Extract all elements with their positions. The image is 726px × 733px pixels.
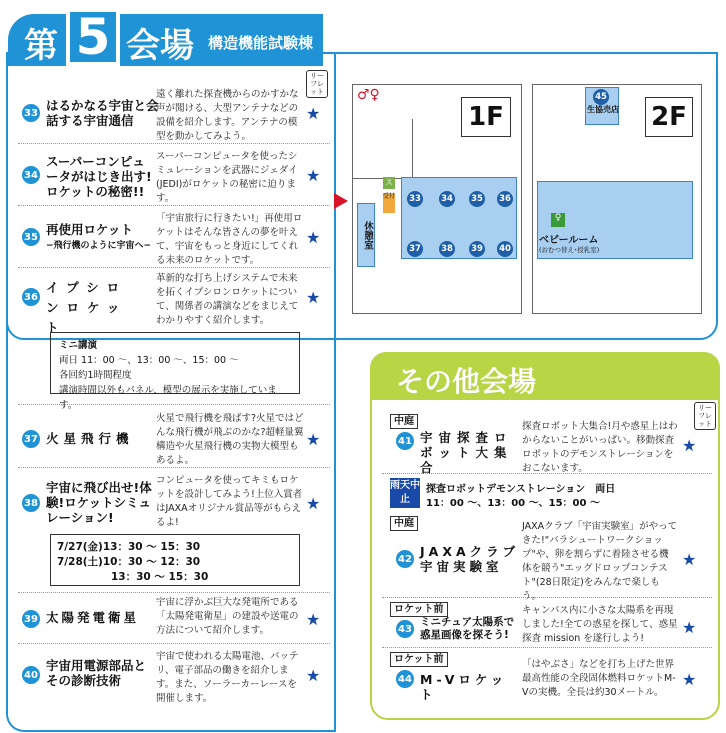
divider <box>18 592 330 593</box>
schedule-day2-second: 13：30 〜 15：30 <box>111 571 209 583</box>
item-number: 38 <box>22 494 40 512</box>
schedule-box <box>50 534 300 586</box>
rain-notice <box>390 478 702 508</box>
item-title: 宇宙探査ロボット大集合 <box>420 430 513 475</box>
item-title: M-Vロケット <box>420 672 508 702</box>
item-title: 宇宙用電源部品とその診断技術 <box>46 658 147 688</box>
booth-38: 38 <box>439 241 455 257</box>
venue-number: 5 <box>66 8 120 66</box>
mini-lecture-box <box>50 332 300 411</box>
item-number: 44 <box>396 670 414 688</box>
booth-34: 34 <box>439 191 455 207</box>
list-item <box>382 414 712 474</box>
list-item <box>18 474 330 532</box>
exit-icon: ス <box>385 178 393 187</box>
item-desc: キャンパス内に小さな太陽系を再現しました!全ての惑星を探して、惑星探査 mission を遂行しよう! <box>522 605 678 644</box>
location-label: 中庭 <box>390 516 418 531</box>
item-title: はるかなる宇宙と会話する宇宙通信 <box>46 98 159 128</box>
floor-map-1f <box>352 84 522 314</box>
star-icon: ★ <box>306 288 321 307</box>
list-item <box>382 516 712 602</box>
list-item <box>18 88 330 144</box>
item-number: 39 <box>22 610 40 628</box>
list-item <box>382 652 712 708</box>
star-icon: ★ <box>682 670 697 689</box>
mini-lecture-title: ミニ講演 <box>59 340 98 351</box>
shop-label: 生協売店 <box>587 105 619 114</box>
entrance-arrow-icon <box>334 193 348 209</box>
item-number: 40 <box>22 666 40 684</box>
star-icon: ★ <box>682 618 697 637</box>
item-number: 35 <box>22 228 40 246</box>
booth-39: 39 <box>469 241 485 257</box>
list-item <box>18 210 330 268</box>
list-item <box>18 148 330 206</box>
restroom-icon: ♂♀ <box>357 87 380 103</box>
item-title: イプシロンロケット <box>46 280 128 335</box>
item-title: スーパーコンピュータがはじき出す!ロケットの秘密!! <box>46 154 152 199</box>
list-item <box>18 412 330 468</box>
other-venue-title: その他会場 <box>396 365 537 398</box>
item-desc: 探査ロボット大集合!月や惑星上はわからないことがいっぱい。移動探査ロボットのデモンストレーションをおこないます。 <box>522 421 678 474</box>
star-icon: ★ <box>306 494 321 513</box>
floor-label-1f: 1F <box>461 97 511 137</box>
item-title: 再使用ロケット <box>46 222 133 237</box>
location-label: 中庭 <box>390 414 418 429</box>
schedule-day2: 7/28(土)10：30 〜 12：30 <box>57 556 201 568</box>
item-desc: スーパーコンピュータを使ったシミュレーションを武器にジェダイ(JEDI)がロケットの秘密に迫ります。 <box>156 151 298 204</box>
item-title: 太陽発電衛星 <box>46 610 140 625</box>
list-item <box>18 650 330 708</box>
baby-room-label: ベビールーム <box>539 235 599 246</box>
booth-33: 33 <box>407 191 423 207</box>
leaflet-badge: リーフレット <box>694 402 716 430</box>
list-item <box>18 272 330 335</box>
item-desc: 「はやぶさ」などを打ち上げた世界最高性能の全段固体燃料ロケットM-Vの実機。全長は約30メートル。 <box>522 659 676 698</box>
item-title: JAXAクラブ宇宙実験室 <box>420 544 520 574</box>
item-desc: 革新的な打ち上げシステムで未来を拓くイプシロンロケットについて、関係者の講演などをまじえてわかりやすく紹介します。 <box>156 273 299 326</box>
leaflet-badge: リーフレット <box>306 70 328 98</box>
divider <box>18 404 330 405</box>
baby-icon: ♀ <box>551 213 565 227</box>
location-label: ロケット前 <box>390 602 448 617</box>
baby-room-sub: (おむつ替え･授乳室) <box>539 246 600 254</box>
item-desc: 火星で飛行機を飛ばす?火星ではどんな飛行機が飛ぶのかな?超軽量翼構造や火星飛行機の実物大模型もあるよ。 <box>156 413 304 466</box>
star-icon: ★ <box>306 610 321 629</box>
item-title: 火星飛行機 <box>46 431 134 446</box>
item-number: 43 <box>396 620 414 638</box>
star-icon: ★ <box>682 550 697 569</box>
rain-cancel-badge: 雨天中止 <box>390 478 420 508</box>
booth-35: 35 <box>469 191 485 207</box>
star-icon: ★ <box>306 666 321 685</box>
item-number: 33 <box>22 104 40 122</box>
item-desc: コンピュータを使ってキミもロケットを設計してみよう!上位入賞者はJAXAオリジナル賞品等がもらえるよ! <box>156 475 303 528</box>
shop-number: 45 <box>593 89 609 105</box>
item-number: 41 <box>396 432 414 450</box>
item-number: 42 <box>396 550 414 568</box>
item-number: 36 <box>22 288 40 306</box>
location-label: ロケット前 <box>390 652 448 667</box>
star-icon: ★ <box>682 436 697 455</box>
mini-lecture-duration: 各回約1時間程度 <box>59 370 132 381</box>
item-desc: 宇宙に浮かぶ巨大な発電所である「太陽発電衛星」の建設や送電の方法について紹介します。 <box>156 597 299 636</box>
star-icon: ★ <box>306 228 321 247</box>
rest-room: 休憩室 <box>357 203 375 267</box>
rain-demo-times: 11：00 〜、13：00 〜、15：00 〜 <box>426 498 600 509</box>
list-item <box>382 602 712 648</box>
star-icon: ★ <box>306 430 321 449</box>
reception: 受付 <box>383 193 395 213</box>
header-dai: 第 <box>24 26 58 66</box>
booth-40: 40 <box>497 241 513 257</box>
item-desc: JAXAクラブ「宇宙実験室」がやってきた!"バラシュートワークショップ"や、卵を割らずに着陸させる機体を競う"エッグドロップコンテスト"(28日限定)をみんなで楽しもう。 <box>522 521 678 602</box>
item-desc: 宇宙で使われる太陽電池、バッテリ、電子部品の働きを紹介します。また、ソーラーカーレースを開催します。 <box>156 651 299 704</box>
schedule-day1: 7/27(金)13：30 〜 15：30 <box>57 541 201 553</box>
item-desc: 「宇宙旅行に行きたい!」再使用ロケットはそんな皆さんの夢を叶えて、宇宙をもっと身近にしてくれる未来のロケットです。 <box>156 213 303 266</box>
star-icon: ★ <box>306 104 321 123</box>
item-title: 宇宙に飛び出せ!体験!ロケットシミュレーション! <box>46 480 152 525</box>
item-number: 37 <box>22 430 40 448</box>
floor-map-2f <box>532 84 702 314</box>
mini-lecture-note: 講演時間以外もパネル、模型の展示を実施しています。 <box>59 385 277 411</box>
rain-demo-title: 探査ロボットデモンストレーション 両日 <box>426 484 616 495</box>
stairs <box>353 119 413 179</box>
list-item <box>18 596 330 644</box>
booth-36: 36 <box>497 191 513 207</box>
item-title: ミニチュア太陽系で惑星画像を探そう! <box>420 616 515 641</box>
booth-37: 37 <box>407 241 423 257</box>
item-subtitle: −飛行機のように宇宙へ− <box>46 241 152 251</box>
item-number: 34 <box>22 166 40 184</box>
mini-lecture-time: 両日 11：00 〜、13：00 〜、15：00 〜 <box>59 355 239 366</box>
header-kaijo: 会場 <box>126 26 194 66</box>
header-subtitle: 構造機能試験棟 <box>208 34 314 52</box>
floor-label-2f: 2F <box>645 97 693 137</box>
star-icon: ★ <box>306 166 321 185</box>
item-desc: 遠く離れた探査機からのかすかな声が聞ける、大型アンテナなどの設備を紹介します。アンテナの模型を動かしてみよう。 <box>156 89 299 142</box>
